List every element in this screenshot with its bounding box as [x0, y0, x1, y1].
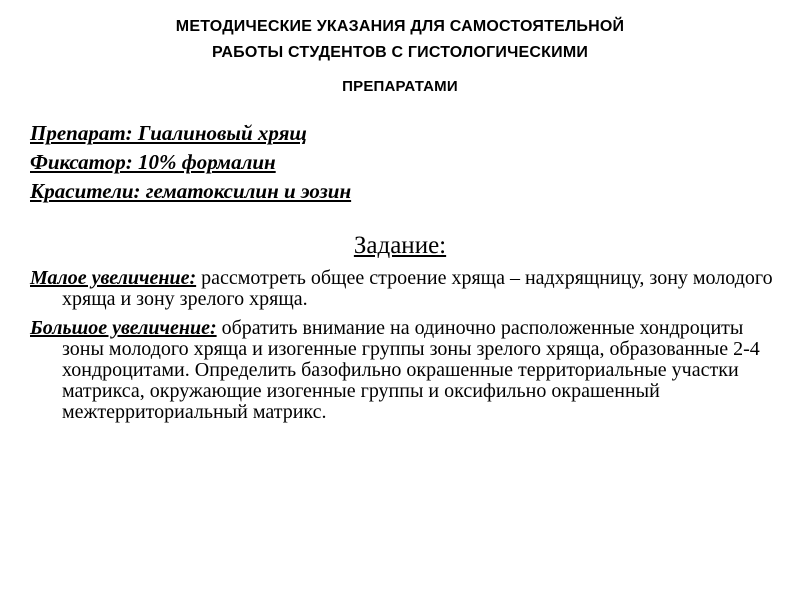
fixative-line: Фиксатор: 10% формалин: [30, 150, 276, 174]
low-magnification-paragraph: [30, 268, 790, 310]
preparation-line: Препарат: Гиалиновый хрящ: [30, 121, 307, 145]
low-magnification-label: Малое увеличение:: [30, 267, 197, 289]
high-magnification-label: Большое увеличение:: [30, 317, 217, 339]
task-body: [30, 268, 790, 431]
high-magnification-paragraph: [30, 318, 790, 423]
title-line-3: ПРЕПАРАТАМИ: [342, 78, 458, 95]
specimen-info: [30, 119, 351, 206]
stains-line: Красители: гематоксилин и эозин: [30, 179, 352, 203]
page-title: [40, 14, 760, 98]
high-magnification-text: обратить внимание на одиночно расположенные хондроциты зоны молодого хряща и изогенные группы зоны зрелого хряща, образованные 2-4 хондроцитами. Определить базофильно окрашенные территориальные участки матрикса, окружающие изогенные группы и оксифильно окрашенный межтерриториальный матрикс.: [62, 317, 760, 423]
low-magnification-text: рассмотреть общее строение хряща – надхрящницу, зону молодого хряща и зону зрелого хряща.: [62, 267, 773, 310]
task-heading: Задание:: [353, 232, 447, 259]
title-line-2: РАБОТЫ СТУДЕНТОВ С ГИСТОЛОГИЧЕСКИМИ: [211, 44, 589, 61]
title-line-1: МЕТОДИЧЕСКИЕ УКАЗАНИЯ ДЛЯ САМОСТОЯТЕЛЬНОЙ: [175, 18, 625, 35]
